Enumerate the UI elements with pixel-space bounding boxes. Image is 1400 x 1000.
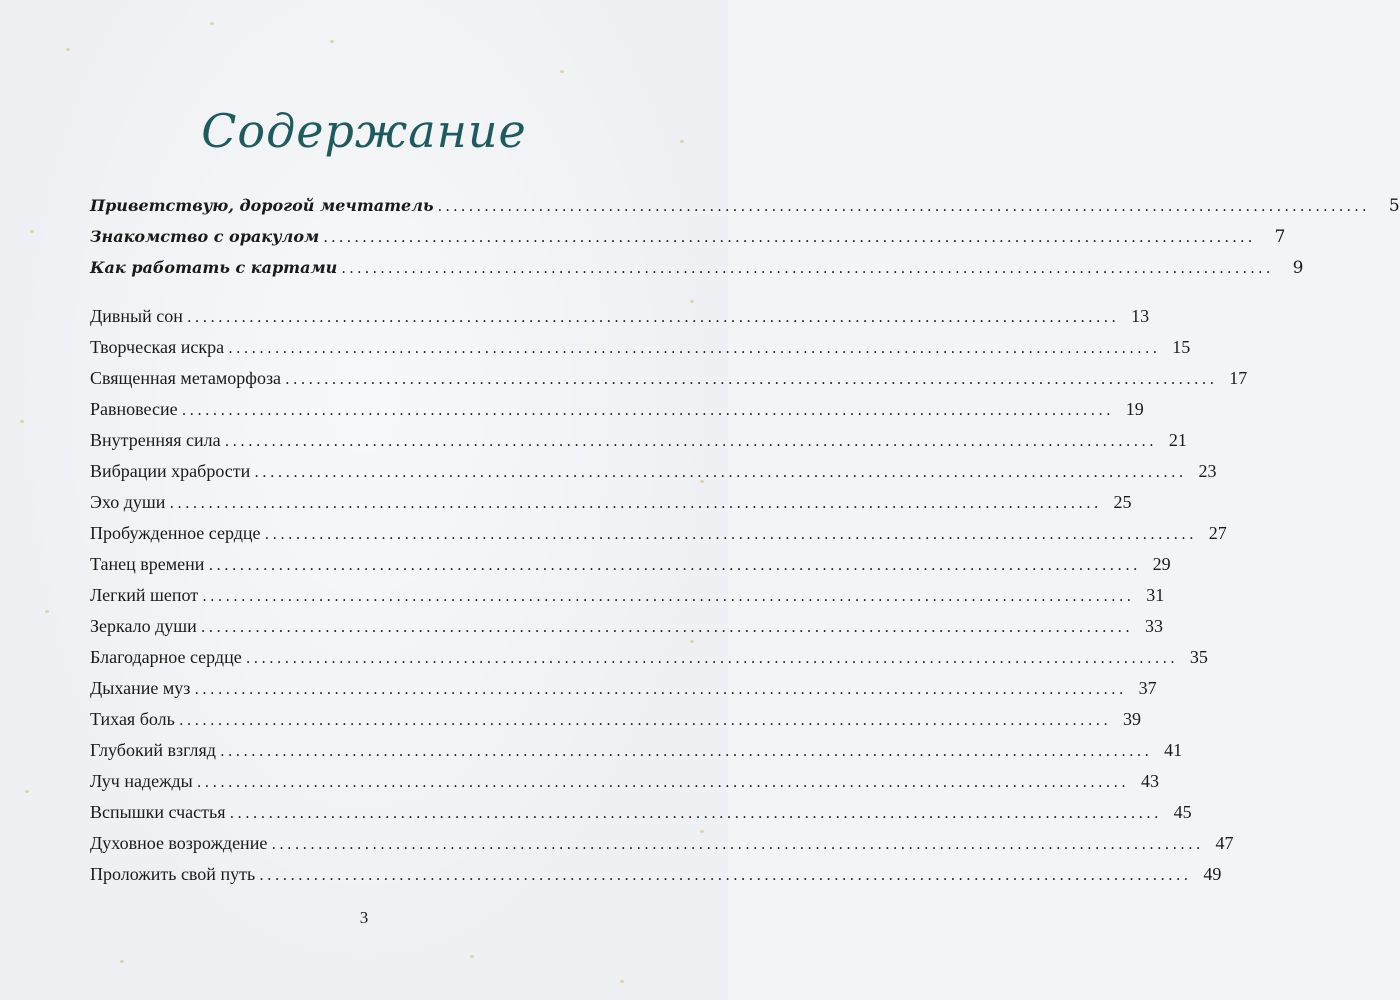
toc-entry-page: 15 bbox=[1172, 337, 1191, 357]
dot-leader: ........................................................................................................................ bbox=[194, 680, 1127, 698]
toc-entry[interactable] bbox=[90, 461, 1217, 492]
dot-leader: ........................................................................................................................ bbox=[228, 339, 1161, 357]
toc-entry-title: Дыхание муз bbox=[90, 678, 191, 698]
toc-entry[interactable] bbox=[90, 554, 1171, 585]
toc-entry[interactable] bbox=[90, 227, 1286, 258]
dot-leader: ........................................................................................................................ bbox=[271, 835, 1204, 853]
toc-entry[interactable] bbox=[90, 492, 1132, 523]
toc-entry-page: 35 bbox=[1189, 647, 1208, 667]
dot-leader: ........................................................................................................................ bbox=[219, 742, 1153, 760]
toc-entry-page: 21 bbox=[1168, 430, 1187, 450]
toc-entry[interactable] bbox=[90, 368, 1248, 399]
toc-entry-title: Благодарное сердце bbox=[90, 647, 242, 667]
dot-leader: ........................................................................................................................ bbox=[254, 463, 1187, 481]
toc-entry-page: 41 bbox=[1164, 740, 1183, 760]
toc-entry[interactable] bbox=[90, 771, 1159, 802]
dot-leader: ........................................................................................................................ bbox=[285, 370, 1218, 388]
toc-entry-title: Легкий шепот bbox=[90, 585, 199, 605]
toc-entry-page: 29 bbox=[1152, 554, 1171, 574]
dot-leader: ........................................................................................................................ bbox=[437, 197, 1370, 215]
toc-entry-title: Приветствую, дорогой мечтатель bbox=[90, 196, 434, 215]
toc-entry-title: Проложить свой путь bbox=[90, 864, 256, 884]
toc-entry[interactable] bbox=[90, 833, 1234, 864]
toc-entry-page: 13 bbox=[1131, 306, 1150, 326]
chapter-toc bbox=[90, 306, 1248, 895]
toc-entry-title: Вспышки счастья bbox=[90, 802, 226, 822]
toc-entry[interactable] bbox=[90, 306, 1150, 337]
toc-entry-title: Творческая искра bbox=[90, 337, 225, 357]
toc-entry-page: 37 bbox=[1138, 678, 1157, 698]
dot-leader: ........................................................................................................................ bbox=[208, 556, 1141, 574]
dot-leader: ........................................................................................................................ bbox=[200, 618, 1133, 636]
toc-entry[interactable] bbox=[90, 616, 1163, 647]
toc-entry-title: Духовное возрождение bbox=[90, 833, 268, 853]
dot-leader: ........................................................................................................................ bbox=[202, 587, 1135, 605]
toc-entry[interactable] bbox=[90, 647, 1208, 678]
toc-entry-title: Священная метаморфоза bbox=[90, 368, 282, 388]
toc-entry-page: 39 bbox=[1123, 709, 1141, 729]
toc-entry-page: 33 bbox=[1144, 616, 1163, 636]
toc-entry[interactable] bbox=[90, 258, 1304, 289]
toc-entry-title: Пробужденное сердце bbox=[90, 523, 261, 543]
dot-leader: ........................................................................................................................ bbox=[341, 259, 1274, 277]
dot-leader: ........................................................................................................................ bbox=[181, 401, 1114, 419]
toc-entry[interactable] bbox=[90, 585, 1165, 616]
dot-leader: ........................................................................................................................ bbox=[178, 711, 1111, 729]
toc-entry[interactable] bbox=[90, 802, 1192, 833]
toc-entry[interactable] bbox=[90, 864, 1222, 895]
toc-entry[interactable] bbox=[90, 523, 1227, 554]
toc-entry-page: 25 bbox=[1113, 492, 1132, 512]
toc-entry[interactable] bbox=[90, 430, 1187, 461]
toc-entry-title: Эхо души bbox=[90, 492, 166, 512]
dot-leader: ........................................................................................................................ bbox=[229, 804, 1162, 822]
toc-entry[interactable] bbox=[90, 337, 1191, 368]
toc-entry[interactable] bbox=[90, 196, 1400, 227]
dot-leader: ........................................................................................................................ bbox=[186, 308, 1120, 326]
toc-entry-title: Зеркало души bbox=[90, 616, 197, 636]
toc-entry-title: Вибрации храбрости bbox=[90, 461, 251, 481]
toc-entry-page: 19 bbox=[1125, 399, 1144, 419]
toc-entry[interactable] bbox=[90, 678, 1157, 709]
toc-entry[interactable] bbox=[90, 399, 1144, 430]
toc-entry-page: 9 bbox=[1292, 258, 1304, 278]
toc-entry-page: 27 bbox=[1208, 523, 1227, 543]
dot-leader: ........................................................................................................................ bbox=[264, 525, 1197, 543]
toc-entry-title: Танец времени bbox=[90, 554, 205, 574]
toc-entry-title: Как работать с картами bbox=[90, 258, 338, 277]
toc-entry-page: 45 bbox=[1173, 802, 1192, 822]
toc-entry[interactable] bbox=[90, 740, 1183, 771]
dot-leader: ........................................................................................................................ bbox=[224, 432, 1157, 450]
toc-entry-title: Равновесие bbox=[90, 399, 178, 419]
dot-leader: ........................................................................................................................ bbox=[196, 773, 1129, 791]
dot-leader: ........................................................................................................................ bbox=[169, 494, 1102, 512]
toc-entry-page: 47 bbox=[1215, 833, 1234, 853]
toc-entry-page: 17 bbox=[1229, 368, 1248, 388]
toc-entry-page: 49 bbox=[1203, 864, 1222, 884]
toc-entry-title: Внутренняя сила bbox=[90, 430, 221, 450]
toc-entry-page: 31 bbox=[1146, 585, 1165, 605]
toc-entry[interactable] bbox=[90, 709, 1141, 740]
dot-leader: ........................................................................................................................ bbox=[245, 649, 1178, 667]
intro-toc bbox=[90, 196, 1400, 289]
toc-entry-title: Дивный сон bbox=[90, 306, 183, 326]
toc-entry-page: 23 bbox=[1198, 461, 1217, 481]
toc-entry-title: Тихая боль bbox=[90, 709, 175, 729]
toc-entry-page: 43 bbox=[1140, 771, 1159, 791]
toc-entry-title: Знакомство с оракулом bbox=[90, 227, 320, 246]
toc-entry-page: 7 bbox=[1274, 227, 1286, 247]
dot-leader: ........................................................................................................................ bbox=[259, 866, 1192, 884]
page-title: Содержание bbox=[201, 104, 527, 158]
toc-entry-title: Глубокий взгляд bbox=[90, 740, 216, 760]
toc-entry-page: 5 bbox=[1388, 196, 1400, 216]
toc-entry-title: Луч надежды bbox=[90, 771, 193, 791]
page-number: 3 bbox=[359, 908, 369, 927]
dot-leader: ........................................................................................................................ bbox=[323, 228, 1256, 246]
